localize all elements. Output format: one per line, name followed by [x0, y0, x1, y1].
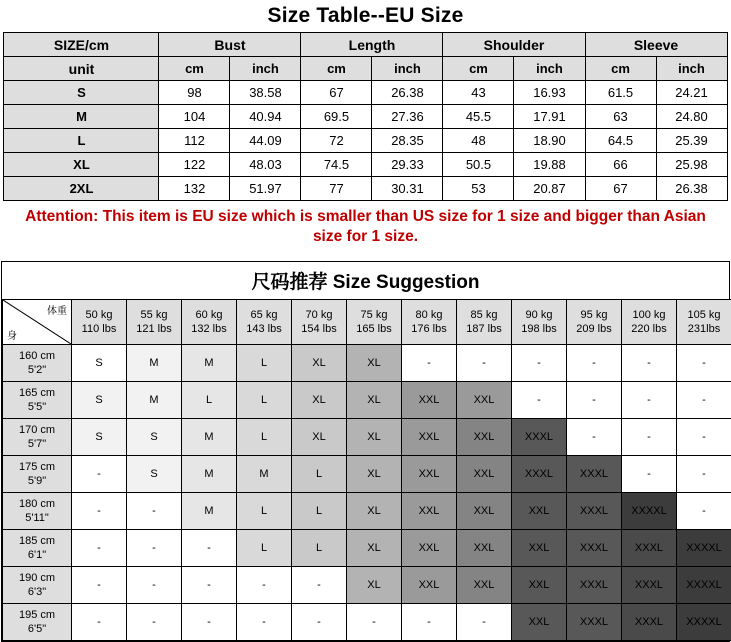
column-header [622, 300, 677, 345]
size-header-length: Length [301, 33, 443, 57]
column-lbs: 121 lbs [127, 322, 181, 336]
suggestion-cell: XXL [402, 493, 457, 530]
size-suggestion-table [2, 299, 731, 641]
row-height-ft: 5'5" [3, 400, 71, 414]
suggestion-cell: - [292, 567, 347, 604]
column-kg: 55 kg [127, 308, 181, 322]
suggestion-cell: S [127, 456, 182, 493]
column-header [457, 300, 512, 345]
cell: 67 [585, 177, 656, 201]
table-row [3, 345, 731, 382]
row-header [3, 345, 72, 382]
suggestion-cell: - [402, 604, 457, 641]
row-height-cm: 190 cm [3, 571, 71, 585]
suggestion-cell: - [567, 345, 622, 382]
suggestion-cell: - [127, 493, 182, 530]
attention-note: Attention: This item is EU size which is smaller than US size for 1 size and bigger than Asian size for 1 size. [0, 201, 731, 255]
cell: 48.03 [230, 153, 301, 177]
size-header-sleeve: Sleeve [585, 33, 727, 57]
row-height-ft: 5'2" [3, 363, 71, 377]
row-height-ft: 5'11" [3, 511, 71, 525]
column-lbs: 165 lbs [347, 322, 401, 336]
column-kg: 85 kg [457, 308, 511, 322]
table-row [4, 81, 727, 105]
suggestion-cell: XXL [457, 530, 512, 567]
suggestion-cell: - [622, 456, 677, 493]
suggestion-cell: XXXL [567, 493, 622, 530]
suggestion-cell: M [182, 456, 237, 493]
table-row [3, 493, 731, 530]
column-header [292, 300, 347, 345]
column-kg: 105 kg [677, 308, 731, 322]
table-row [3, 530, 731, 567]
table-row [4, 153, 727, 177]
unit-length-cm: cm [301, 57, 372, 81]
suggestion-cell: XXL [402, 382, 457, 419]
suggestion-cell: XL [292, 345, 347, 382]
unit-length-inch: inch [372, 57, 443, 81]
column-header [347, 300, 402, 345]
suggestion-cell: XL [347, 345, 402, 382]
suggestion-cell: XL [347, 456, 402, 493]
column-kg: 95 kg [567, 308, 621, 322]
cell: 98 [159, 81, 230, 105]
column-lbs: 154 lbs [292, 322, 346, 336]
row-height-ft: 5'7" [3, 437, 71, 451]
suggestion-cell: XXL [402, 419, 457, 456]
row-height-ft: 5'9" [3, 474, 71, 488]
cell: 63 [585, 105, 656, 129]
suggestion-cell: - [457, 345, 512, 382]
cell: 17.91 [514, 105, 585, 129]
cell: 26.38 [656, 177, 727, 201]
suggestion-cell: XXL [457, 382, 512, 419]
column-header [237, 300, 292, 345]
cell: 67 [301, 81, 372, 105]
cell: 28.35 [372, 129, 443, 153]
suggestion-cell: L [182, 382, 237, 419]
suggestion-cell: - [182, 567, 237, 604]
suggestion-cell: - [677, 419, 731, 456]
suggestion-cell: - [567, 382, 622, 419]
suggestion-cell: M [237, 456, 292, 493]
column-lbs: 187 lbs [457, 322, 511, 336]
suggestion-cell: L [237, 493, 292, 530]
column-lbs: 220 lbs [622, 322, 676, 336]
unit-sleeve-inch: inch [656, 57, 727, 81]
suggestion-cell: L [292, 456, 347, 493]
size-header-sizecm: SIZE/cm [4, 33, 159, 57]
height-axis-label: 身 [7, 327, 17, 342]
size-table-unit-row [4, 57, 727, 81]
cell: 29.33 [372, 153, 443, 177]
cell: 64.5 [585, 129, 656, 153]
suggestion-cell: S [127, 419, 182, 456]
suggestion-cell: XXXXL [677, 604, 731, 641]
suggestion-cell: - [292, 604, 347, 641]
suggestion-cell: S [72, 419, 127, 456]
cell: 53 [443, 177, 514, 201]
cell: 45.5 [443, 105, 514, 129]
cell: 18.90 [514, 129, 585, 153]
cell: 50.5 [443, 153, 514, 177]
suggestion-cell: - [677, 456, 731, 493]
suggestion-cell: XXL [402, 567, 457, 604]
suggestion-cell: XXXXL [677, 567, 731, 604]
cell: 66 [585, 153, 656, 177]
suggestion-cell: XXL [402, 456, 457, 493]
suggestion-cell: XXXL [622, 604, 677, 641]
size-suggestion-section [1, 261, 730, 642]
cell: 20.87 [514, 177, 585, 201]
cell: 48 [443, 129, 514, 153]
cell: 132 [159, 177, 230, 201]
table-row [3, 382, 731, 419]
suggestion-cell: XXXL [512, 456, 567, 493]
suggestion-cell: - [237, 604, 292, 641]
row-height-ft: 6'5" [3, 622, 71, 636]
column-header [72, 300, 127, 345]
size-name: XL [4, 153, 159, 177]
cell: 69.5 [301, 105, 372, 129]
axis-corner-cell [3, 300, 72, 345]
cell: 24.80 [656, 105, 727, 129]
suggestion-cell: XL [347, 419, 402, 456]
row-height-cm: 195 cm [3, 608, 71, 622]
row-header [3, 493, 72, 530]
cell: 24.21 [656, 81, 727, 105]
suggestion-cell: - [622, 345, 677, 382]
column-lbs: 198 lbs [512, 322, 566, 336]
cell: 122 [159, 153, 230, 177]
size-name: 2XL [4, 177, 159, 201]
column-header [182, 300, 237, 345]
suggestion-cell: XL [292, 382, 347, 419]
suggestion-cell: XXL [457, 419, 512, 456]
table-row [4, 177, 727, 201]
unit-label: unit [4, 57, 159, 81]
column-header [567, 300, 622, 345]
table-row [4, 105, 727, 129]
cell: 74.5 [301, 153, 372, 177]
size-table-body [4, 33, 727, 201]
column-kg: 60 kg [182, 308, 236, 322]
suggestion-cell: XL [292, 419, 347, 456]
suggestion-cell: S [72, 345, 127, 382]
row-header [3, 382, 72, 419]
cell: 16.93 [514, 81, 585, 105]
column-lbs: 209 lbs [567, 322, 621, 336]
unit-shoulder-cm: cm [443, 57, 514, 81]
suggestion-cell: - [237, 567, 292, 604]
suggestion-cell: L [237, 382, 292, 419]
suggestion-cell: - [127, 604, 182, 641]
suggestion-cell: XL [347, 530, 402, 567]
suggestion-cell: XXXXL [622, 493, 677, 530]
suggestion-cell: - [677, 493, 731, 530]
suggestion-cell: - [677, 345, 731, 382]
size-suggestion-title: 尺码推荐 Size Suggestion [2, 262, 729, 299]
row-height-cm: 170 cm [3, 423, 71, 437]
suggestion-cell: XXXL [622, 567, 677, 604]
suggestion-cell: XL [347, 567, 402, 604]
suggestion-cell: - [72, 456, 127, 493]
cell: 25.39 [656, 129, 727, 153]
suggestion-cell: - [457, 604, 512, 641]
suggestion-cell: XXL [457, 567, 512, 604]
column-kg: 75 kg [347, 308, 401, 322]
suggestion-cell: - [402, 345, 457, 382]
column-kg: 50 kg [72, 308, 126, 322]
cell: 26.38 [372, 81, 443, 105]
cell: 38.58 [230, 81, 301, 105]
row-header [3, 530, 72, 567]
suggestion-cell: - [72, 530, 127, 567]
suggestion-cell: XL [347, 493, 402, 530]
cell: 72 [301, 129, 372, 153]
row-header [3, 419, 72, 456]
suggestion-cell: XXL [512, 604, 567, 641]
suggestion-cell: XXL [457, 456, 512, 493]
size-name: S [4, 81, 159, 105]
suggestion-cell: M [127, 345, 182, 382]
size-header-shoulder: Shoulder [443, 33, 585, 57]
row-height-cm: 185 cm [3, 534, 71, 548]
row-header [3, 604, 72, 641]
suggestion-cell: M [182, 493, 237, 530]
suggestion-cell: - [182, 604, 237, 641]
suggestion-cell: - [72, 493, 127, 530]
column-header [402, 300, 457, 345]
size-header-bust: Bust [159, 33, 301, 57]
suggestion-cell: L [237, 530, 292, 567]
column-header [677, 300, 731, 345]
suggestion-cell: - [512, 345, 567, 382]
unit-bust-inch: inch [230, 57, 301, 81]
cell: 25.98 [656, 153, 727, 177]
suggestion-cell: XXXXL [677, 530, 731, 567]
suggestion-cell: XXXL [567, 456, 622, 493]
suggestion-cell: XXL [512, 493, 567, 530]
column-lbs: 110 lbs [72, 322, 126, 336]
table-row [3, 567, 731, 604]
suggestion-cell: - [677, 382, 731, 419]
cell: 27.36 [372, 105, 443, 129]
unit-shoulder-inch: inch [514, 57, 585, 81]
suggestion-cell: M [127, 382, 182, 419]
suggestion-cell: - [127, 530, 182, 567]
suggestion-cell: - [567, 419, 622, 456]
weight-axis-label: 体重 [47, 302, 67, 317]
suggestion-cell: M [182, 419, 237, 456]
suggestion-cell: S [72, 382, 127, 419]
suggestion-cell: XXL [512, 567, 567, 604]
cell: 43 [443, 81, 514, 105]
column-lbs: 231lbs [677, 322, 731, 336]
column-header [512, 300, 567, 345]
cell: 77 [301, 177, 372, 201]
column-lbs: 132 lbs [182, 322, 236, 336]
cell: 30.31 [372, 177, 443, 201]
row-height-cm: 180 cm [3, 497, 71, 511]
row-height-cm: 165 cm [3, 386, 71, 400]
size-table-header-row [4, 33, 727, 57]
cell: 112 [159, 129, 230, 153]
row-height-ft: 6'3" [3, 585, 71, 599]
row-height-ft: 6'1" [3, 548, 71, 562]
suggestion-cell: - [72, 567, 127, 604]
suggestion-cell: XXL [402, 530, 457, 567]
cell: 19.88 [514, 153, 585, 177]
cell: 61.5 [585, 81, 656, 105]
row-height-cm: 160 cm [3, 349, 71, 363]
row-header [3, 456, 72, 493]
suggestion-cell: XXL [457, 493, 512, 530]
suggestion-cell: M [182, 345, 237, 382]
suggestion-cell: - [622, 382, 677, 419]
column-kg: 90 kg [512, 308, 566, 322]
column-lbs: 143 lbs [237, 322, 291, 336]
suggestion-cell: - [182, 530, 237, 567]
suggestion-cell: - [72, 604, 127, 641]
column-kg: 80 kg [402, 308, 456, 322]
size-name: M [4, 105, 159, 129]
column-kg: 100 kg [622, 308, 676, 322]
suggestion-cell: XXL [512, 530, 567, 567]
cell: 44.09 [230, 129, 301, 153]
unit-bust-cm: cm [159, 57, 230, 81]
unit-sleeve-cm: cm [585, 57, 656, 81]
suggestion-cell: XXXL [567, 530, 622, 567]
column-lbs: 176 lbs [402, 322, 456, 336]
suggestion-cell: - [622, 419, 677, 456]
suggestion-cell: L [292, 530, 347, 567]
column-header [127, 300, 182, 345]
cell: 104 [159, 105, 230, 129]
suggestion-cell: - [347, 604, 402, 641]
cell: 51.97 [230, 177, 301, 201]
table-row [3, 419, 731, 456]
table-row [4, 129, 727, 153]
cell: 40.94 [230, 105, 301, 129]
suggestion-cell: XXXL [567, 567, 622, 604]
suggestion-cell: XXXL [622, 530, 677, 567]
suggestion-header-row [3, 300, 731, 345]
suggestion-cell: L [237, 419, 292, 456]
suggestion-cell: L [237, 345, 292, 382]
row-header [3, 567, 72, 604]
suggestion-cell: - [512, 382, 567, 419]
table-row [3, 456, 731, 493]
size-table [3, 32, 727, 201]
suggestion-cell: XXXL [512, 419, 567, 456]
column-kg: 70 kg [292, 308, 346, 322]
suggestion-cell: XL [347, 382, 402, 419]
suggestion-cell: - [127, 567, 182, 604]
column-kg: 65 kg [237, 308, 291, 322]
suggestion-cell: L [292, 493, 347, 530]
row-height-cm: 175 cm [3, 460, 71, 474]
size-table-title: Size Table--EU Size [0, 0, 731, 32]
size-name: L [4, 129, 159, 153]
table-row [3, 604, 731, 641]
suggestion-cell: XXXL [567, 604, 622, 641]
